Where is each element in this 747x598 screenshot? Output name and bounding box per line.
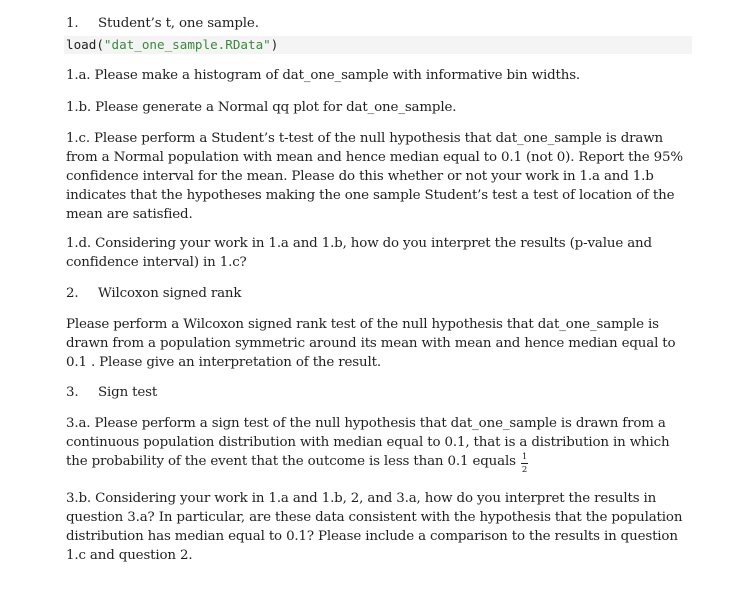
code-line xyxy=(64,36,692,54)
fraction-bar xyxy=(521,463,528,464)
fraction-numerator: 1 xyxy=(521,452,528,462)
code-argument: "dat_one_sample.RData" xyxy=(103,37,271,52)
section-2-number: 2. xyxy=(66,286,79,301)
code-function: load( xyxy=(66,37,104,52)
section-2-title: Wilcoxon signed rank xyxy=(98,286,242,301)
section-2-heading xyxy=(66,284,241,303)
question-1c: 1.c. Please perform a Student’s t-test of the null hypothesis that dat_one_sample is drawn from a Normal population with mean and hence median equal to 0.1 (not 0). Report the 95% confidence interval for the mean. Please do this whether or not your work in 1.a and 1.b indicates that the hypotheses making the one sample Student’s test a test of location of the mean are satisfied. xyxy=(66,131,683,222)
question-1d: 1.d. Considering your work in 1.a and 1.b, how do you interpret the results (p-value and confidence interval) in 1.c? xyxy=(66,236,652,270)
section-1-number: 1. xyxy=(66,16,79,31)
section-1-title: Student’s t, one sample. xyxy=(98,16,259,31)
question-1a: 1.a. Please make a histogram of dat_one_sample with informative bin widths. xyxy=(66,68,581,83)
section-3-number: 3. xyxy=(66,385,79,400)
one-half-fraction xyxy=(520,452,530,475)
question-2: Please perform a Wilcoxon signed rank test of the null hypothesis that dat_one_sample is drawn from a population symmetric around its mean with mean and hence median equal to 0.1 . Please give an interpretation of the result. xyxy=(66,317,676,370)
question-3a xyxy=(66,414,694,475)
code-close-paren: ) xyxy=(270,37,279,52)
section-1-heading xyxy=(66,14,259,33)
section-3-heading xyxy=(66,383,157,402)
section-3-title: Sign test xyxy=(98,385,158,400)
question-1b: 1.b. Please generate a Normal qq plot for dat_one_sample. xyxy=(66,100,457,115)
question-3a-text: 3.a. Please perform a sign test of the null hypothesis that dat_one_sample is drawn from a continuous population distribution with median equal to 0.1, that is a distribution in which the probability of the event that the outcome is less than 0.1 equals xyxy=(66,416,670,469)
question-3b: 3.b. Considering your work in 1.a and 1.b, 2, and 3.a, how do you interpret the results in question 3.a? In particular, are these data consistent with the hypothesis that the population distribution has median equal to 0.1? Please include a comparison to the results in question 1.c and question 2. xyxy=(66,491,683,563)
fraction-denominator: 2 xyxy=(521,465,528,475)
